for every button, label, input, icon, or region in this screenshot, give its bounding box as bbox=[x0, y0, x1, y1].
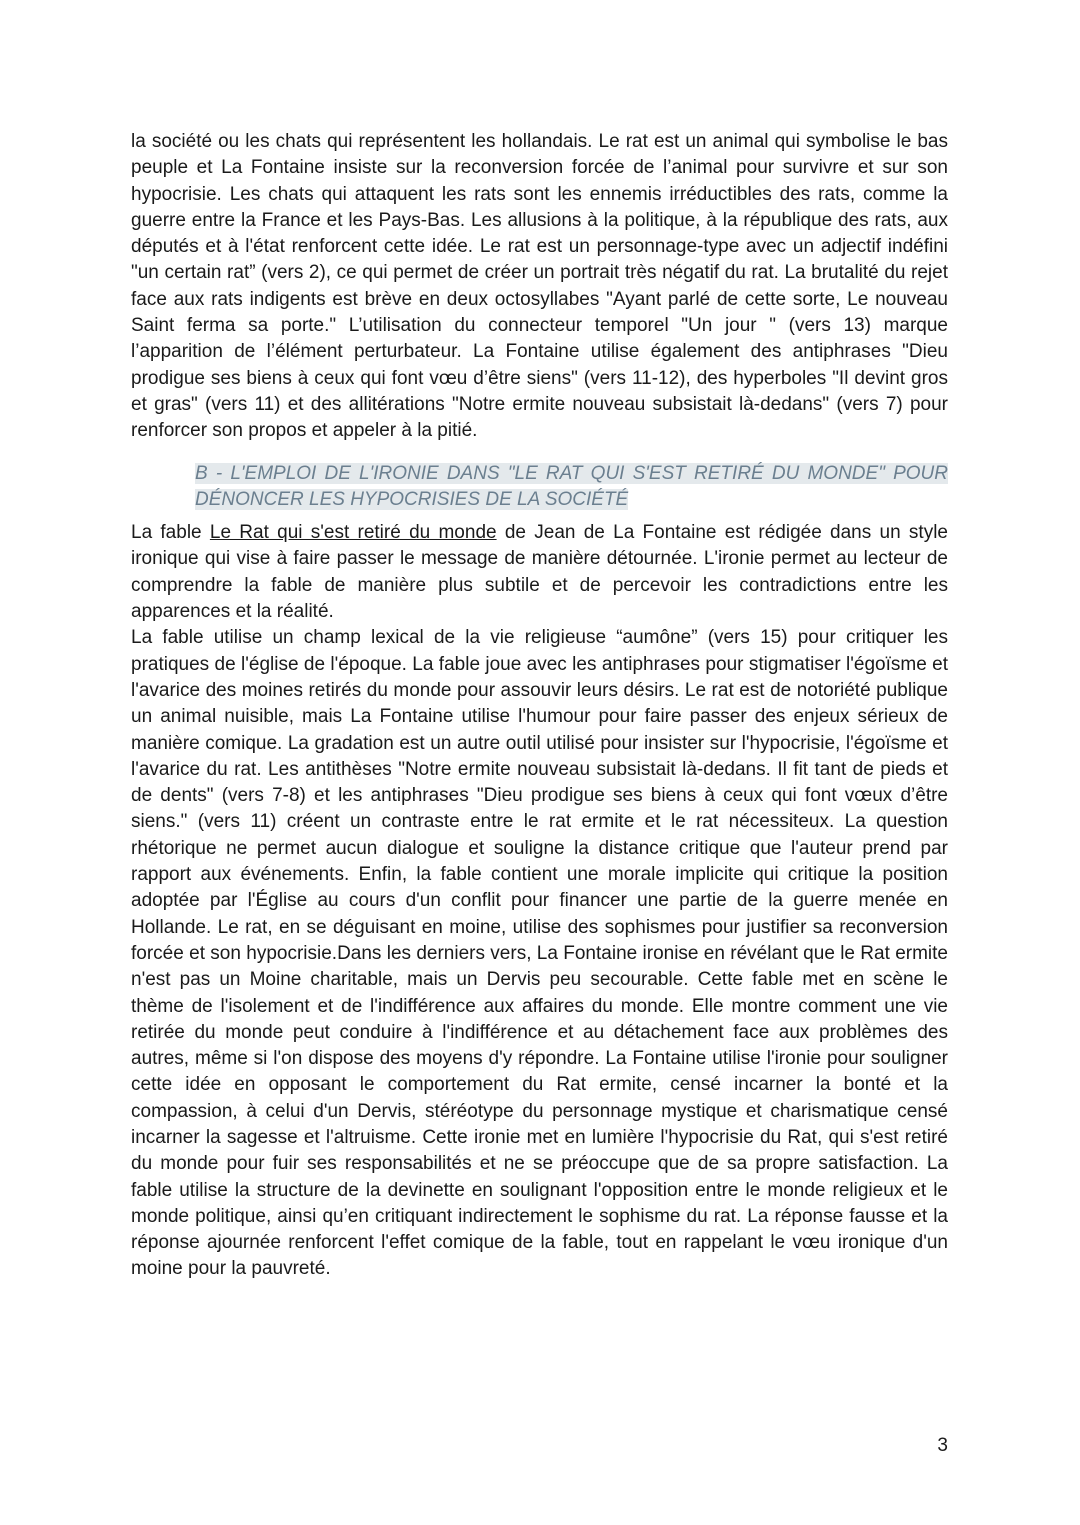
work-title: Le Rat qui s'est retiré du monde bbox=[209, 522, 497, 544]
body-paragraph: La fable utilise un champ lexical de la vie religieuse “aumône” (vers 15) pour critiquer les pratiques de l'église de l'époque. La fable joue avec les antiphrases pour stigmatiser l'égoïsme et l'avarice des moines retirés du monde pour assouvir leurs désirs. Le rat est de notoriété publique un animal nuisible, mais La Fontaine utilise l'humour pour faire passer des enjeux sérieux de manière comique. La gradation est un autre outil utilisé pour insister sur l'hypocrisie, l'égoïsme et l'avarice du rat. Les antithèses "Notre ermite nouveau subsistait là-dedans. Il fit tant de pieds et de dents" (vers 7-8) et les antiphrases "Dieu prodigue ses biens à ceux qui font vœux d’être siens." (vers 11) créent un contraste entre le rat ermite et le rat nécessiteux. La question rhétorique ne permet aucun dialogue et souligne la distance critique que l'auteur prend par rapport aux événements. Enfin, la fable contient une morale implicite qui critique la position adoptée par l'Église au cours d'un conflit pour financer une partie de la guerre menée en Hollande. Le rat, en se déguisant en moine, utilise des sophismes pour justifier sa reconversion forcée et son hypocrisie.Dans les derniers vers, La Fontaine ironise en révélant que le Rat ermite n'est pas un Moine charitable, mais un Dervis peu secourable. Cette fable met en scène le thème de l'isolement et de l'indifférence aux affaires du monde. Elle montre comment une vie retirée du monde peut conduire à l'indifférence et au détachement face aux problèmes des autres, même si l'on dispose des moyens d'y répondre. La Fontaine utilise l'ironie pour souligner cette idée en opposant le comportement du Rat ermite, censé incarner la bonté et la compassion, à celui d'un Dervis, stéréotype du personnage mystique et charismatique censé incarner la sagesse et l'altruisme. Cette ironie met en lumière l'hypocrisie du Rat, qui s'est retiré du monde pour fuir ses responsabilités et ne se préoccupe que de sa propre satisfaction. La fable utilise la structure de la devinette en soulignant l'opposition entre le monde religieux et le monde politique, ainsi qu’en critiquant indirectement le sophisme du rat. La réponse fausse et la réponse ajournée renforcent l'effet comique de la fable, tout en rappelant le vœu ironique d'un moine pour la pauvreté. bbox=[131, 627, 948, 1280]
body-paragraph: la société ou les chats qui représentent les hollandais. Le rat est un animal qui symbolise le bas peuple et La Fontaine insiste sur la reconversion forcée de l’animal pour survivre et sur son hypocrisie. Les chats qui attaquent les rats sont les ennemis irréductibles des rats, comme la guerre entre la France et les Pays-Bas. Les allusions à la politique, à la république des rats, aux députés et à l'état renforcent cette idée. Le rat est un personnage-type avec un adjectif indéfini "un certain rat” (vers 2), ce qui permet de créer un portrait très négatif du rat. La brutalité du rejet face aux rats indigents est brève en deux octosyllabes "Ayant parlé de cette sorte, Le nouveau Saint ferma sa porte." L’utilisation du connecteur temporel "Un jour " (vers 13) marque l’apparition de l’élément perturbateur. La Fontaine utilise également des antiphrases "Dieu prodigue ses biens à ceux qui font vœu d’être siens" (vers 11-12), des hyperboles "Il devint gros et gras" (vers 11) et des allitérations "Notre ermite nouveau subsistait là-dedans" (vers 7) pour renforcer son propos et appeler à la pitié. bbox=[131, 131, 948, 442]
paragraph-text: de Jean de La Fontaine est rédigée dans un style ironique qui vise à faire passer le message de manière détournée. L'ironie permet au lecteur de comprendre la fable de manière plus subtile et de percevoir les contradictions entre les apparences et la réalité. bbox=[131, 522, 948, 623]
section-heading bbox=[195, 461, 948, 514]
section-heading-text: B - L'EMPLOI DE L'IRONIE DANS "LE RAT QUI S'EST RETIRÉ DU MONDE" POUR DÉNONCER LES HYPOCRISIES DE LA SOCIÉTÉ bbox=[195, 462, 948, 510]
body-paragraph bbox=[131, 520, 948, 625]
page-number: 3 bbox=[937, 1435, 948, 1456]
paragraph-text: La fable bbox=[131, 522, 210, 544]
document-page bbox=[131, 129, 948, 1283]
